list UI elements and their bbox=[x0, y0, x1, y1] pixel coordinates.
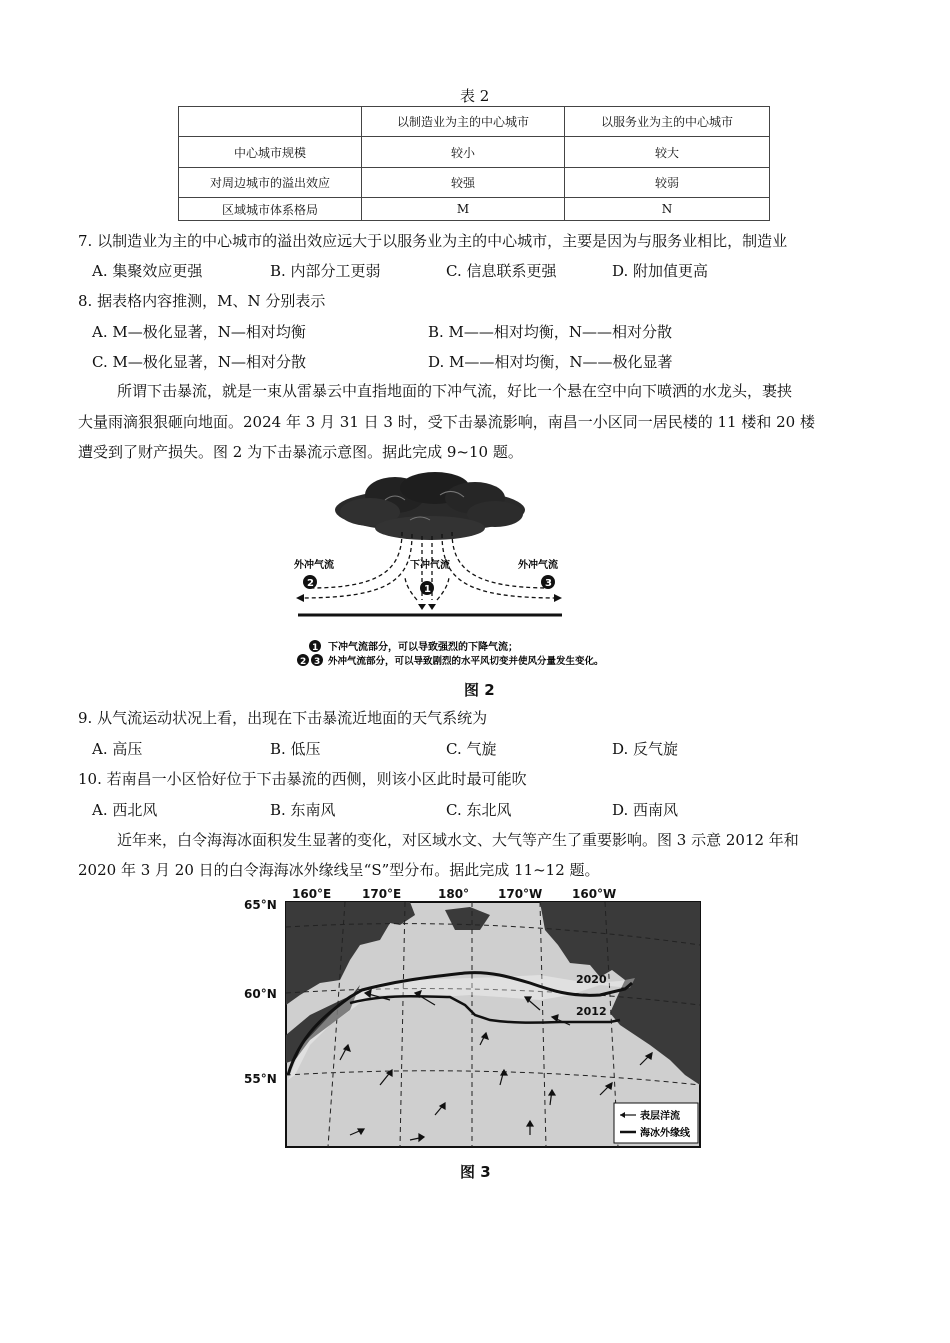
lat-label: 60°N bbox=[244, 987, 277, 1001]
q10-option-a: A. 西北风 bbox=[92, 801, 158, 819]
figure-3-caption: 图 3 bbox=[460, 1163, 491, 1181]
legend-marker-1: 1 bbox=[312, 643, 319, 653]
storm-cloud-icon bbox=[335, 472, 525, 540]
q7-option-d: D. 附加值更高 bbox=[612, 262, 709, 280]
q7-option-b: B. 内部分工更弱 bbox=[270, 262, 381, 280]
lon-label: 170°W bbox=[498, 887, 543, 901]
table-header-cell bbox=[179, 107, 362, 137]
q8-option-b: B. M——相对均衡，N——相对分散 bbox=[428, 323, 673, 341]
table-cell: 中心城市规模 bbox=[179, 137, 362, 168]
left-outflow-label: 外冲气流 bbox=[294, 560, 334, 571]
passage-1-line: 所谓下击暴流，就是一束从雷暴云中直指地面的下冲气流，好比一个悬在空中向下喷洒的水龙头，裹挟 bbox=[117, 382, 793, 400]
question-7-stem: 7. 以制造业为主的中心城市的溢出效应远大于以服务业为主的中心城市，主要是因为与服务业相比，制造业 bbox=[78, 232, 788, 250]
passage-2-line: 近年来，白令海海冰面积发生显著的变化，对区域水文、大气等产生了重要影响。图 3 示意 2012 年和 bbox=[117, 831, 799, 849]
table-2 bbox=[178, 106, 770, 221]
q9-option-a: A. 高压 bbox=[92, 740, 143, 758]
q10-option-d: D. 西南风 bbox=[612, 801, 679, 819]
table-cell: 较大 bbox=[565, 137, 770, 168]
legend-marker-2: 2 bbox=[300, 657, 307, 667]
lon-label: 160°E bbox=[292, 887, 332, 901]
downdraft-arrow bbox=[418, 604, 426, 610]
q7-option-c: C. 信息联系更强 bbox=[446, 262, 557, 280]
center-downdraft-label: 下冲气流 bbox=[410, 560, 450, 571]
table-cell: 较弱 bbox=[565, 168, 770, 198]
table-cell: 区域城市体系格局 bbox=[179, 198, 362, 221]
table-header-cell: 以服务业为主的中心城市 bbox=[565, 107, 770, 137]
table-header-cell: 以制造业为主的中心城市 bbox=[362, 107, 565, 137]
marker-1: 1 bbox=[424, 584, 431, 595]
q10-option-b: B. 东南风 bbox=[270, 801, 336, 819]
table-cell: M bbox=[362, 198, 565, 221]
downburst-diagram bbox=[290, 470, 604, 670]
q7-option-a: A. 集聚效应更强 bbox=[92, 262, 203, 280]
label-2020: 2020 bbox=[576, 973, 607, 986]
label-2012: 2012 bbox=[576, 1005, 607, 1018]
right-outflow-label: 外冲气流 bbox=[518, 560, 558, 571]
q9-option-c: C. 气旋 bbox=[446, 740, 497, 758]
q9-option-b: B. 低压 bbox=[270, 740, 321, 758]
legend-line-2: 外冲气流部分，可以导致剧烈的水平风切变并使风分量发生变化。 bbox=[328, 656, 604, 667]
table-title: 表 2 bbox=[460, 87, 490, 105]
legend-line-1: 下冲气流部分，可以导致强烈的下降气流； bbox=[328, 642, 518, 653]
passage-1-line: 大量雨滴狠狠砸向地面。2024 年 3 月 31 日 3 时，受下击暴流影响，南昌一小区同一居民楼的 11 楼和 20 楼 bbox=[78, 413, 815, 431]
lat-label: 55°N bbox=[244, 1072, 277, 1086]
lon-label: 170°E bbox=[362, 887, 402, 901]
bering-sea-map bbox=[240, 885, 710, 1155]
legend-ice-label: 海冰外缘线 bbox=[640, 1128, 690, 1139]
table-cell: 较小 bbox=[362, 137, 565, 168]
lat-label: 65°N bbox=[244, 898, 277, 912]
marker-3: 3 bbox=[545, 578, 552, 589]
q10-option-c: C. 东北风 bbox=[446, 801, 512, 819]
table-cell: N bbox=[565, 198, 770, 221]
q8-option-c: C. M—极化显著，N—相对分散 bbox=[92, 353, 306, 371]
q8-option-d: D. M——相对均衡，N——极化显著 bbox=[428, 353, 673, 371]
question-8-stem: 8. 据表格内容推测，M、N 分别表示 bbox=[78, 292, 326, 310]
passage-2-line: 2020 年 3 月 20 日的白令海海冰外缘线呈“S”型分布。据此完成 11~12 题。 bbox=[78, 861, 600, 879]
table-cell: 对周边城市的溢出效应 bbox=[179, 168, 362, 198]
lon-label: 180° bbox=[438, 887, 470, 901]
question-9-stem: 9. 从气流运动状况上看，出现在下击暴流近地面的天气系统为 bbox=[78, 709, 488, 727]
legend-marker-3: 3 bbox=[314, 657, 321, 667]
figure-2-caption: 图 2 bbox=[464, 681, 495, 699]
marker-2: 2 bbox=[307, 578, 314, 589]
q9-option-d: D. 反气旋 bbox=[612, 740, 679, 758]
table-cell: 较强 bbox=[362, 168, 565, 198]
question-10-stem: 10. 若南昌一小区恰好位于下击暴流的西侧，则该小区此时最可能吹 bbox=[78, 770, 527, 788]
passage-1-line: 遭受到了财产损失。图 2 为下击暴流示意图。据此完成 9~10 题。 bbox=[78, 443, 523, 461]
legend-current-label: 表层洋流 bbox=[640, 1111, 680, 1122]
lon-label: 160°W bbox=[572, 887, 617, 901]
q8-option-a: A. M—极化显著，N—相对均衡 bbox=[92, 323, 306, 341]
